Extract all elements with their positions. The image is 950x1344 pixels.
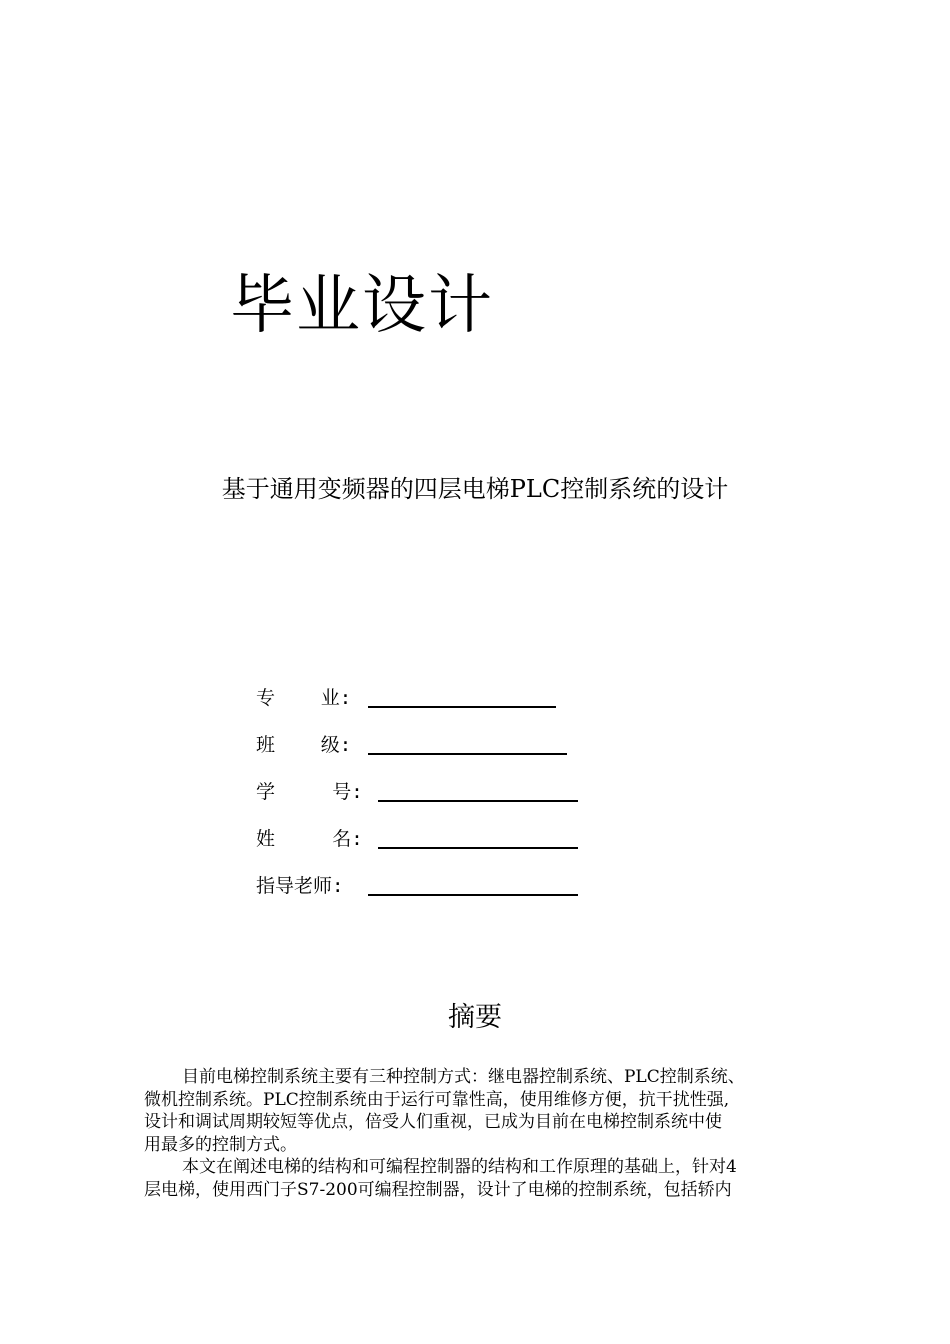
abstract-heading: 摘要 <box>448 1002 502 1033</box>
major-label: 专 业: <box>256 687 352 709</box>
student-id-label: 学 号: <box>256 781 363 803</box>
abstract-body <box>144 1066 814 1201</box>
advisor-label: 指导老师: <box>256 875 344 897</box>
abstract-line: 本文在阐述电梯的结构和可编程控制器的结构和工作原理的基础上，针对4 <box>182 1157 737 1177</box>
class-blank-line <box>368 753 567 755</box>
name-label: 姓 名: <box>256 828 363 850</box>
student-id-blank-line <box>378 800 578 802</box>
advisor-blank-line <box>368 894 578 896</box>
class-label: 班 级: <box>256 734 352 756</box>
abstract-line: 目前电梯控制系统主要有三种控制方式：继电器控制系统、PLC控制系统、 <box>182 1067 745 1087</box>
name-blank-line <box>378 847 578 849</box>
cover-main-title: 毕业设计 <box>230 269 494 343</box>
abstract-line: 设计和调试周期较短等优点，倍受人们重视，已成为目前在电梯控制系统中使 <box>144 1112 722 1132</box>
abstract-line: 层电梯，使用西门子S7-200可编程控制器，设计了电梯的控制系统，包括轿内 <box>144 1179 732 1200</box>
major-blank-line <box>368 706 556 708</box>
abstract-line: 微机控制系统。PLC控制系统由于运行可靠性高，使用维修方便，抗干扰性强, <box>144 1089 730 1110</box>
thesis-title: 基于通用变频器的四层电梯PLC控制系统的设计 <box>221 475 729 503</box>
abstract-line: 用最多的控制方式。 <box>144 1134 297 1155</box>
